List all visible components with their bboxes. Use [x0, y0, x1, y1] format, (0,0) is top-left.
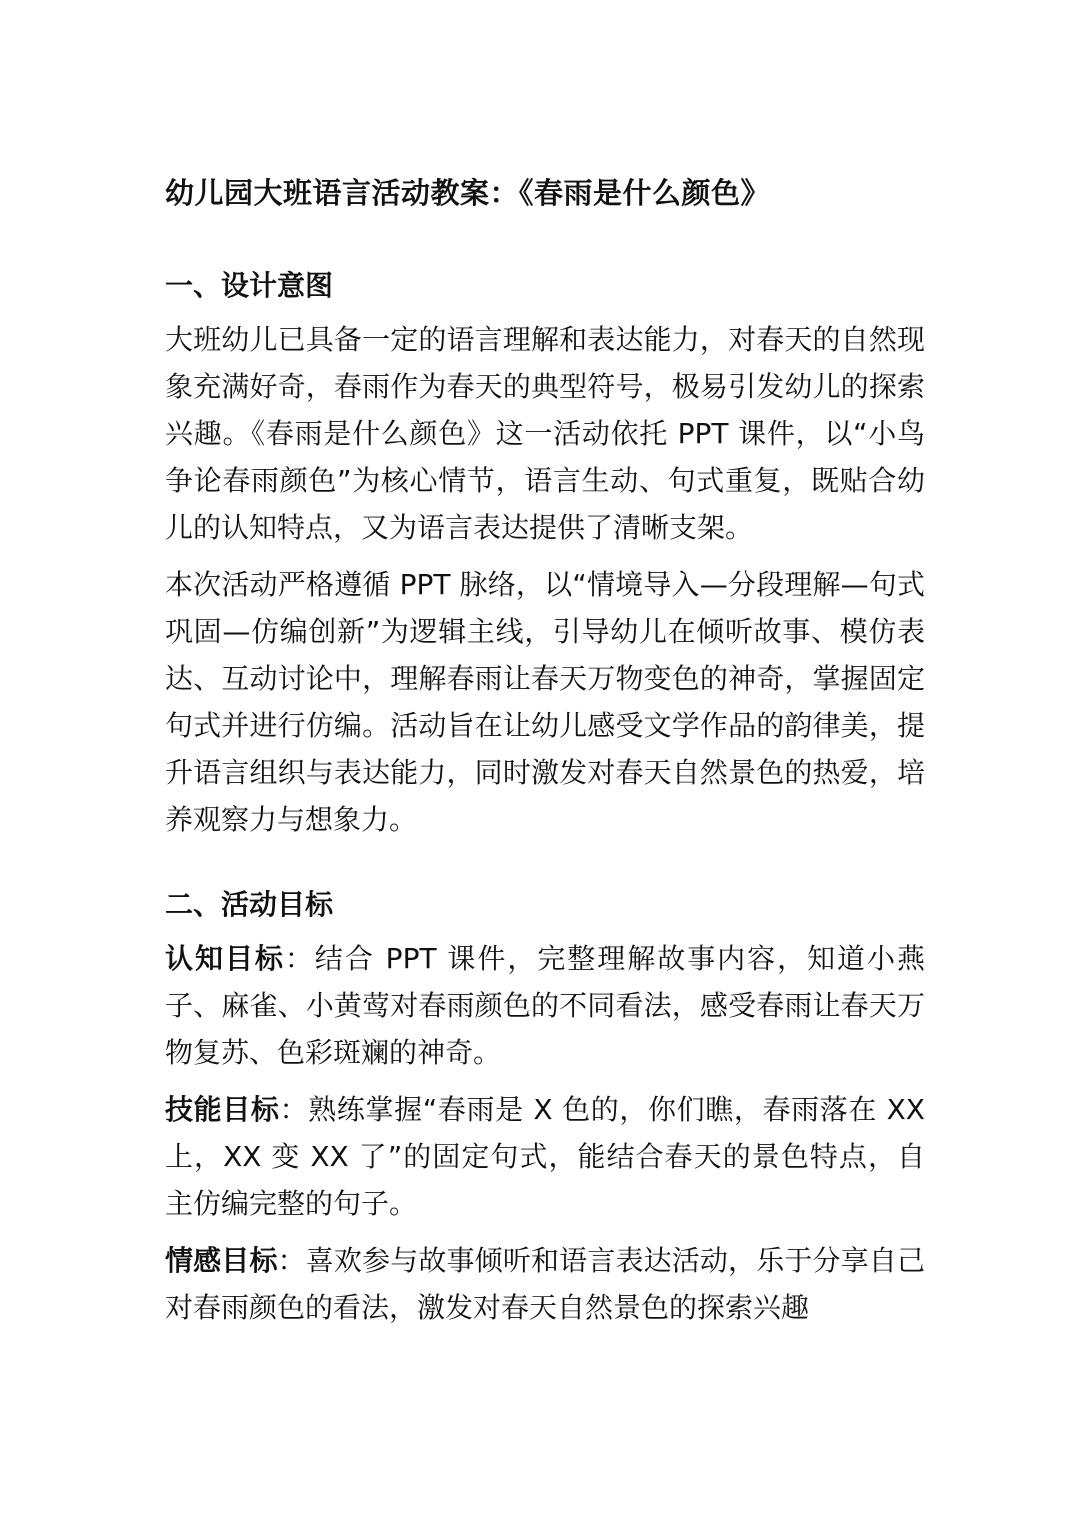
goal-emotional-label: 情感目标	[165, 1244, 278, 1277]
design-intent-paragraph-2: 本次活动严格遵循 PPT 脉络，以“情境导入—分段理解—句式巩固—仿编创新”为逻辑主线，引导幼儿在倾听故事、模仿表达、互动讨论中，理解春雨让春天万物变色的神奇，掌握固定句式并进行仿编。活动旨在让幼儿感受文学作品的韵律美，提升语言组织与表达能力，同时激发对春天自然景色的热爱，培养观察力与想象力。	[165, 568, 925, 836]
goal-cognitive	[165, 935, 925, 1076]
goal-skill	[165, 1086, 925, 1227]
goal-emotional	[165, 1237, 925, 1331]
document-page	[165, 170, 925, 1331]
section-heading-design-intent: 一、设计意图	[165, 269, 334, 302]
goal-skill-label: 技能目标	[165, 1093, 280, 1126]
goal-cognitive-label: 认知目标	[165, 942, 285, 975]
goal-emotional-text: 喜欢参与故事倾听和语言表达活动，乐于分享自己对春雨颜色的看法，激发对春天自然景色的探索兴趣	[165, 1244, 925, 1324]
design-intent-paragraph-1: 大班幼儿已具备一定的语言理解和表达能力，对春天的自然现象充满好奇，春雨作为春天的典型符号，极易引发幼儿的探索兴趣。《春雨是什么颜色》这一活动依托 PPT 课件，以“小鸟争论春雨颜色”为核心情节，语言生动、句式重复，既贴合幼儿的认知特点，又为语言表达提供了清晰支架。	[165, 323, 925, 544]
goal-cognitive-text: 结合 PPT 课件，完整理解故事内容，知道小燕子、麻雀、小黄莺对春雨颜色的不同看法，感受春雨让春天万物复苏、色彩斑斓的神奇。	[165, 942, 925, 1069]
goal-cognitive-separator: ：	[284, 942, 315, 975]
document-title: 幼儿园大班语言活动教案：《春雨是什么颜色》	[165, 176, 771, 210]
goal-skill-text: 熟练掌握“春雨是 X 色的，你们瞧，春雨落在 XX 上，XX 变 XX 了”的固定句式，能结合春天的景色特点，自主仿编完整的句子。	[165, 1093, 925, 1220]
goal-skill-separator: ：	[279, 1093, 309, 1126]
section-heading-activity-goals: 二、活动目标	[165, 888, 334, 921]
goal-emotional-separator: ：	[277, 1244, 306, 1277]
